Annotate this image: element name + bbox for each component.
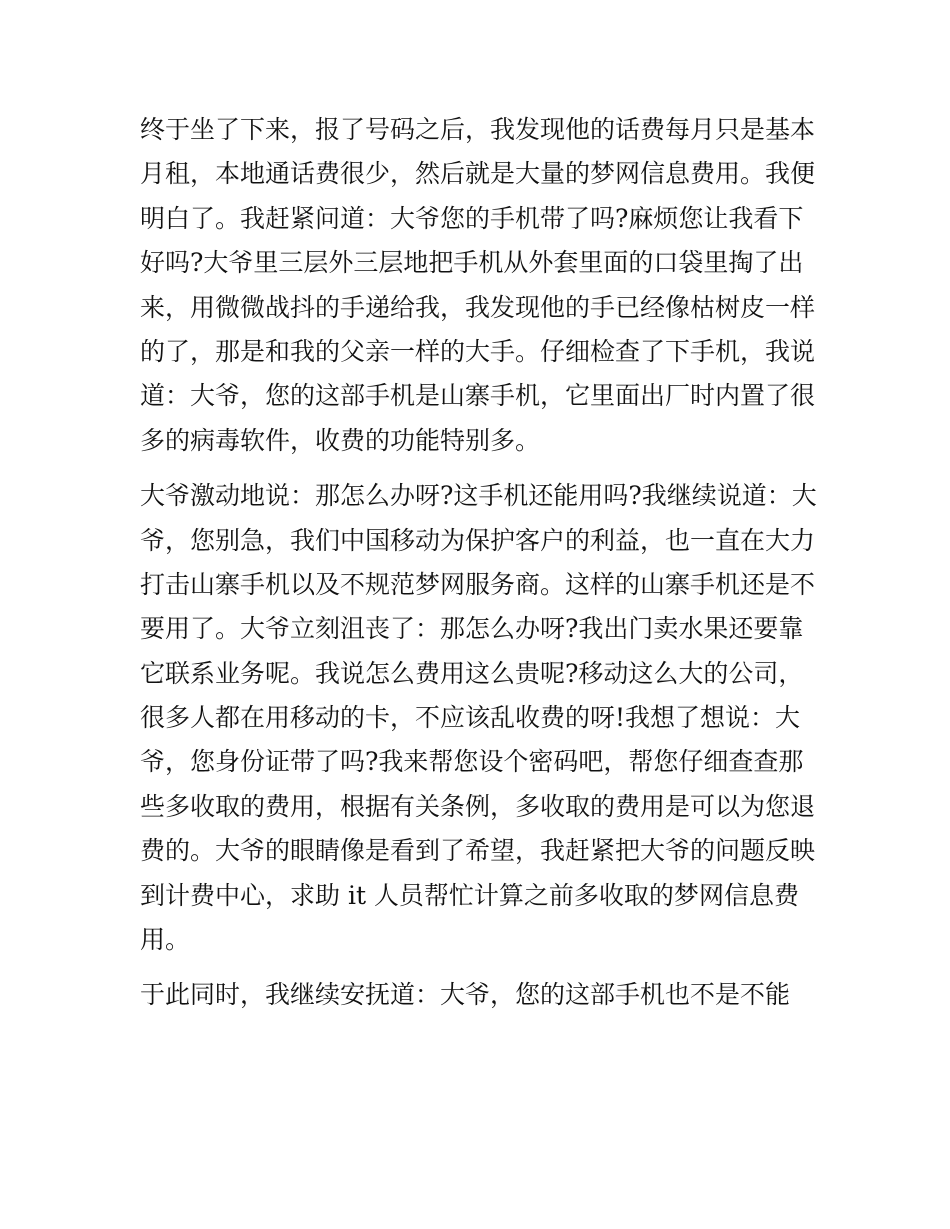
text-line: 爷，您别急，我们中国移动为保护客户的利益，也一直在大力 <box>140 525 816 555</box>
text-line: 到计费中心，求助 it 人员帮忙计算之前多收取的梦网信息费 <box>140 880 799 910</box>
text-line: 道：大爷，您的这部手机是山寨手机，它里面出厂时内置了很 <box>140 381 816 411</box>
text-line: 爷，您身份证带了吗?我来帮您设个密码吧，帮您仔细查查那 <box>140 747 804 777</box>
text-line: 好吗?大爷里三层外三层地把手机从外套里面的口袋里掏了出 <box>140 248 804 278</box>
text-line: 终于坐了下来，报了号码之后，我发现他的话费每月只是基本 <box>140 115 816 144</box>
text-line: 的了，那是和我的父亲一样的大手。仔细检查了下手机，我说 <box>140 336 816 366</box>
paragraph-spacer <box>140 463 820 474</box>
document-body <box>140 108 820 1018</box>
text-line: 明白了。我赶紧问道：大爷您的手机带了吗?麻烦您让我看下 <box>140 203 804 233</box>
paragraph-3 <box>140 973 820 1017</box>
text-line: 于此同时，我继续安抚道：大爷，您的这部手机也不是不能 <box>140 980 791 1010</box>
text-line: 很多人都在用移动的卡，不应该乱收费的呀!我想了想说：大 <box>140 703 801 733</box>
text-line: 费的。大爷的眼睛像是看到了希望，我赶紧把大爷的问题反映 <box>140 836 816 866</box>
text-line: 大爷激动地说：那怎么办呀?这手机还能用吗?我继续说道：大 <box>140 481 817 511</box>
text-line: 来，用微微战抖的手递给我，我发现他的手已经像枯树皮一样 <box>140 292 816 322</box>
text-line: 打击山寨手机以及不规范梦网服务商。这样的山寨手机还是不 <box>140 569 816 599</box>
paragraph-spacer <box>140 962 820 973</box>
text-line: 多的病毒软件，收费的功能特别多。 <box>140 425 541 455</box>
paragraph-1 <box>140 108 820 463</box>
text-line: 它联系业务呢。我说怎么费用这么贵呢?移动这么大的公司， <box>140 658 804 688</box>
text-line: 要用了。大爷立刻沮丧了：那怎么办呀?我出门卖水果还要靠 <box>140 614 804 644</box>
text-line: 些多收取的费用，根据有关条例，多收取的费用是可以为您退 <box>140 791 816 821</box>
text-line: 用。 <box>140 925 191 955</box>
paragraph-2 <box>140 474 820 962</box>
text-line: 月租，本地通话费很少，然后就是大量的梦网信息费用。我便 <box>140 159 816 189</box>
